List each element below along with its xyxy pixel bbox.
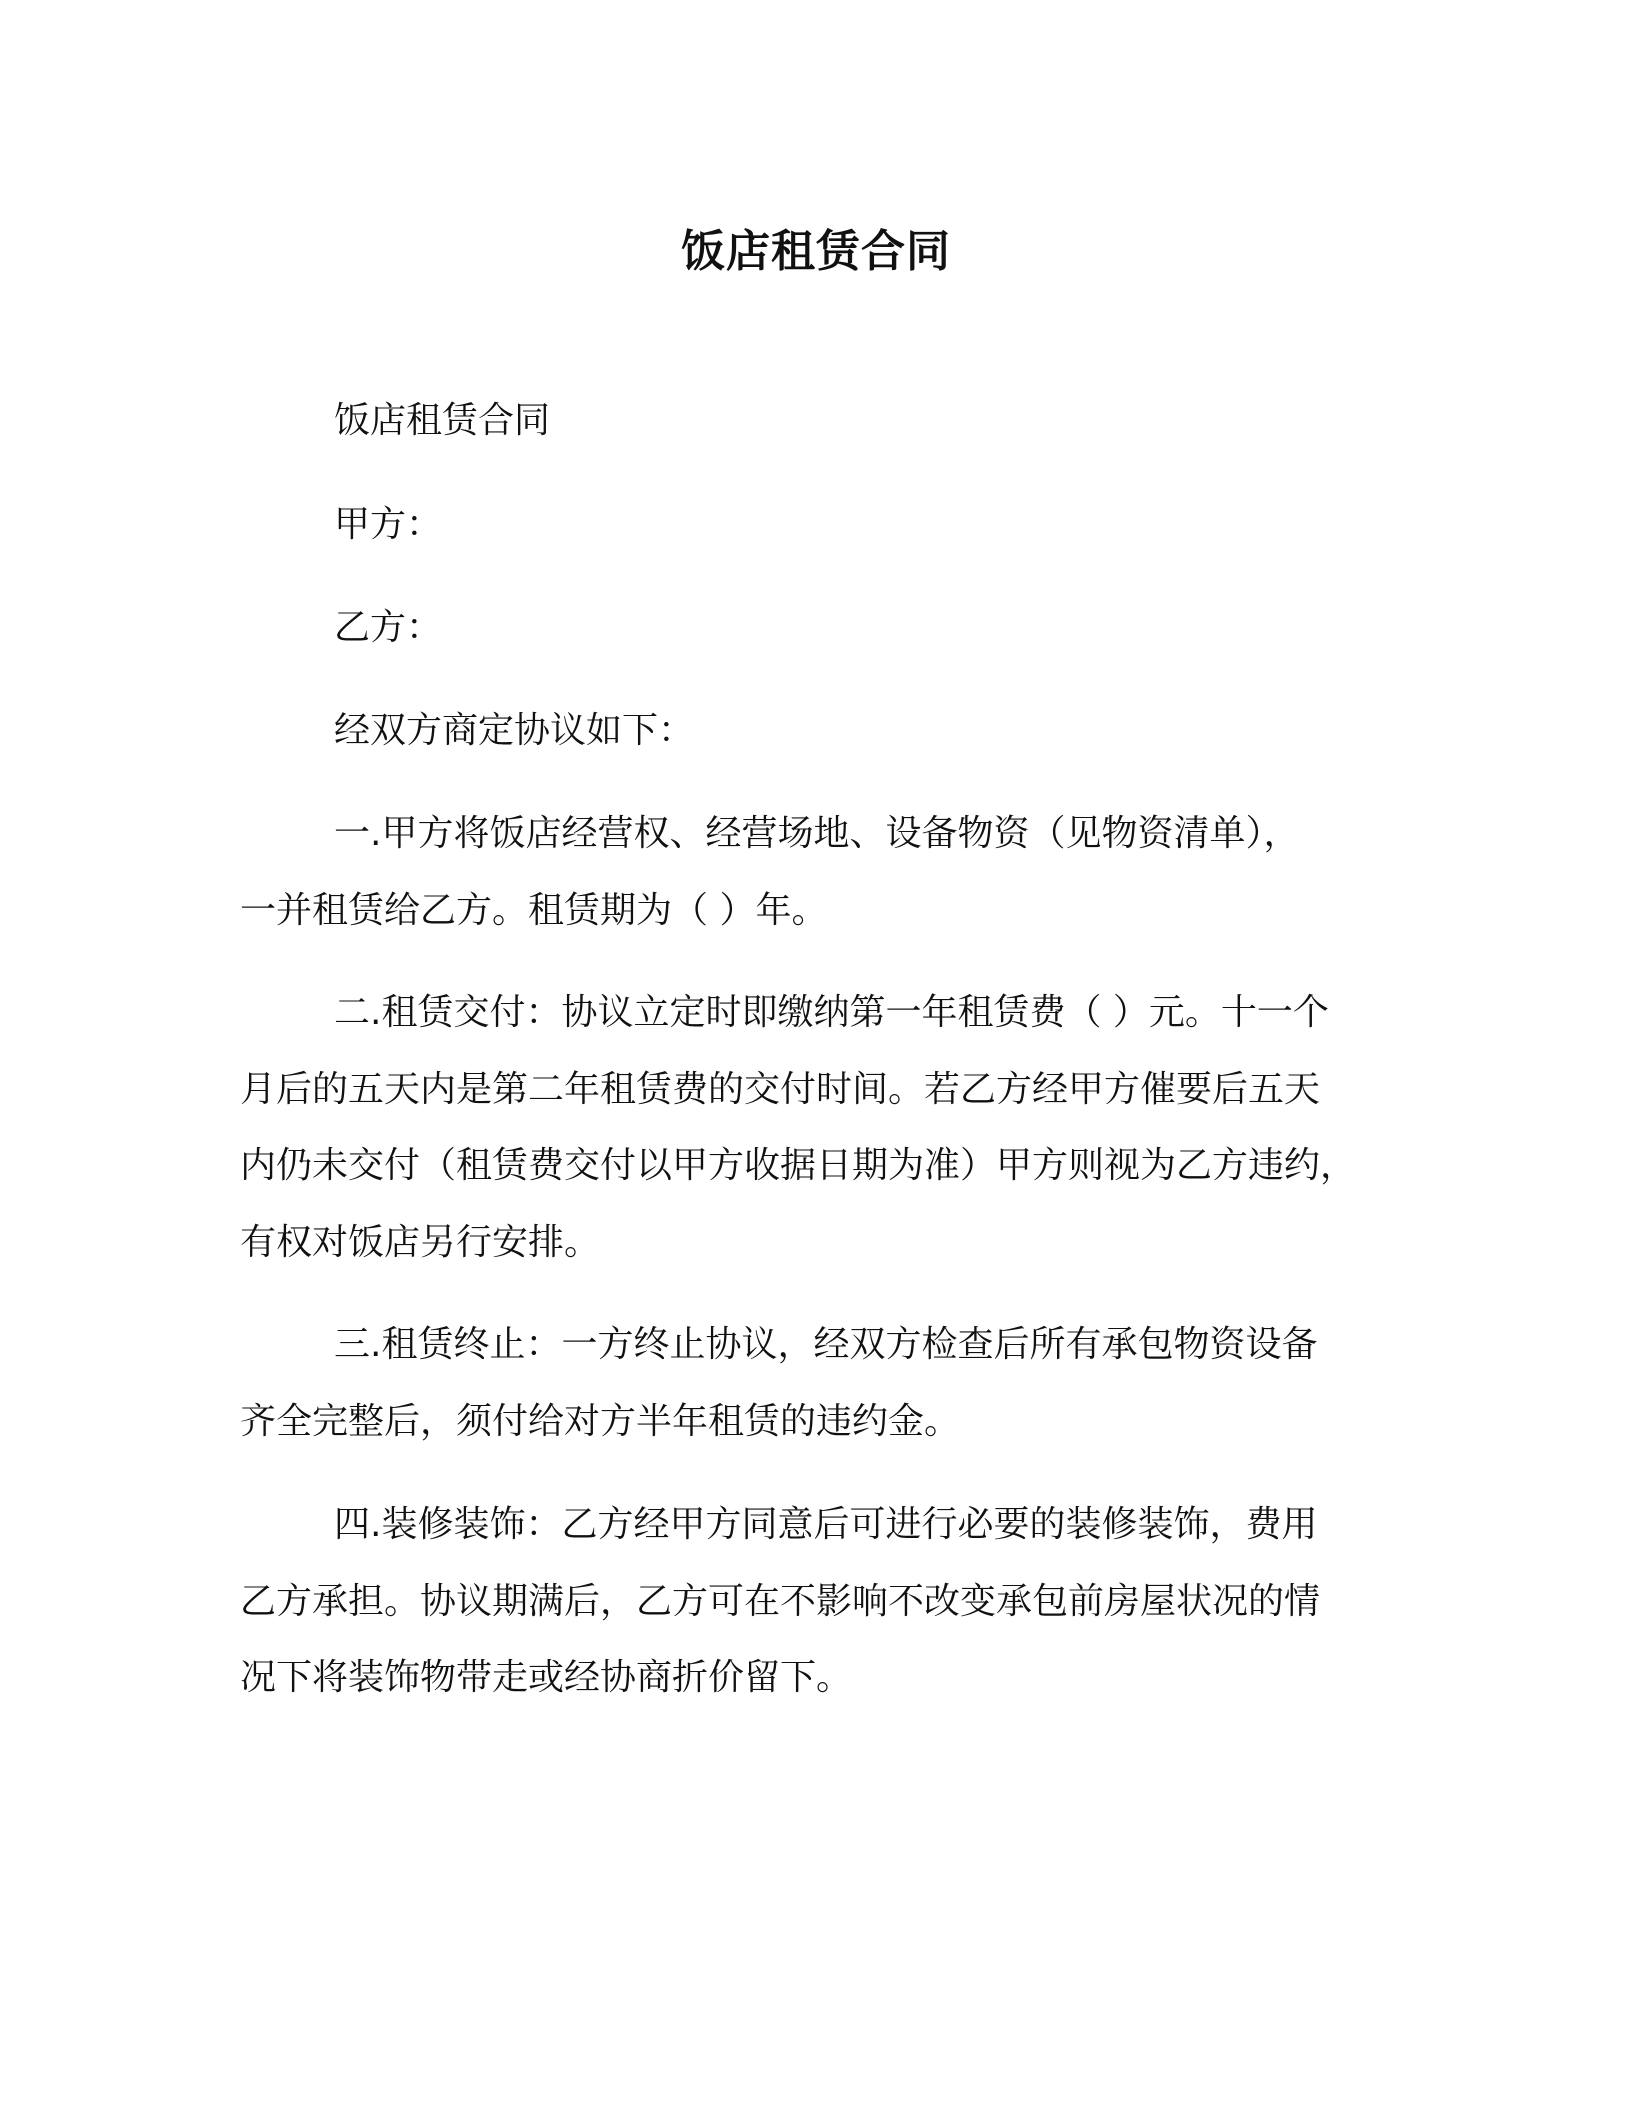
clause-4-line-2: 乙方承担。协议期满后，乙方可在不影响不改变承包前房屋状况的情 (240, 1581, 1321, 1622)
clause-4-line-3: 况下将装饰物带走或经协商折价留下。 (240, 1657, 853, 1698)
subtitle-line: 饭店租赁合同 (334, 400, 551, 441)
party-a-line: 甲方： (334, 504, 443, 545)
document-title: 饭店租赁合同 (681, 226, 951, 277)
clause-3-line-1: 三.租赁终止：一方终止协议，经双方检查后所有承包物资设备 (334, 1324, 1318, 1365)
clause-2-line-1: 二.租赁交付：协议立定时即缴纳第一年租赁费（ ）元。十一个 (334, 992, 1329, 1033)
agreement-intro-line: 经双方商定协议如下： (334, 710, 695, 751)
party-b-line: 乙方： (334, 607, 443, 648)
clause-4-line-1: 四.装修装饰：乙方经甲方同意后可进行必要的装修装饰，费用 (334, 1504, 1318, 1545)
clause-2-line-2: 月后的五天内是第二年租赁费的交付时间。若乙方经甲方催要后五天 (240, 1069, 1321, 1110)
clause-2-line-4: 有权对饭店另行安排。 (240, 1222, 601, 1263)
clause-1-line-1: 一.甲方将饭店经营权、经营场地、设备物资（见物资清单）， (334, 813, 1300, 854)
clause-3-line-2: 齐全完整后，须付给对方半年租赁的违约金。 (240, 1401, 961, 1442)
clause-2-line-3: 内仍未交付（租赁费交付以甲方收据日期为准）甲方则视为乙方违约， (240, 1145, 1357, 1186)
clause-1-line-2: 一并租赁给乙方。租赁期为（ ）年。 (240, 890, 828, 931)
